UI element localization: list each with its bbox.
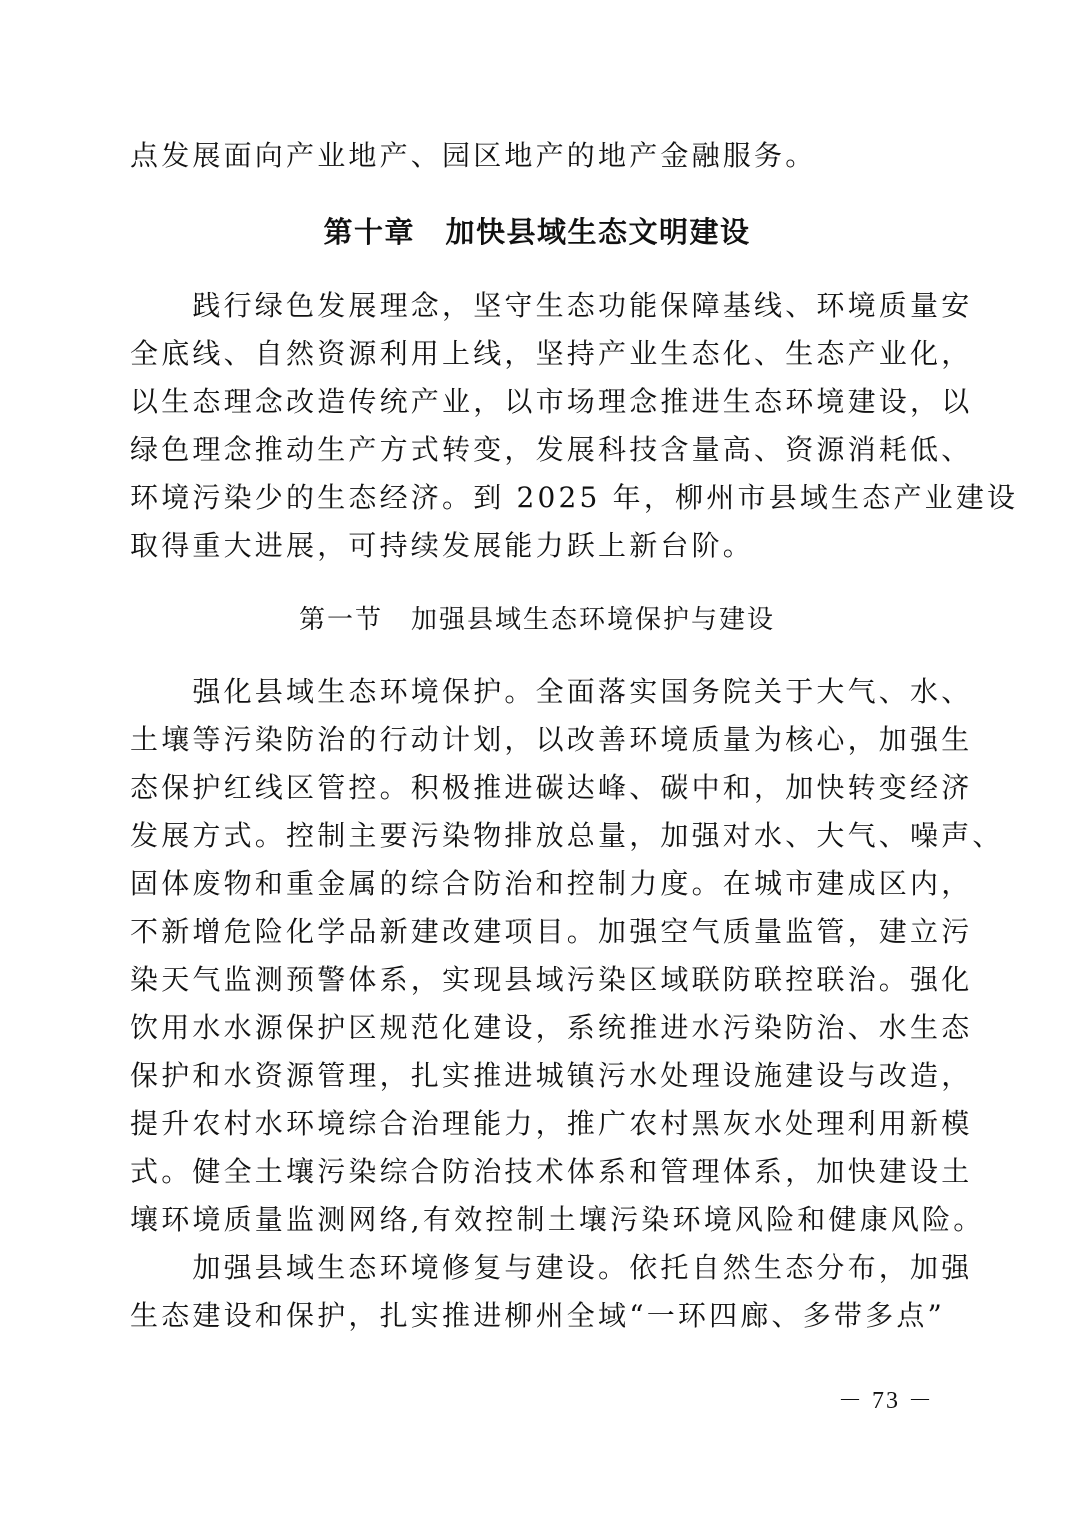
paragraph-line: 染天气监测预警体系，实现县域污染区域联防联控联治。强化 [130, 963, 973, 996]
body-paragraph-1 [130, 668, 1004, 1244]
paragraph-line: 式。健全土壤污染综合防治技术体系和管理体系，加快建设土 [130, 1155, 973, 1188]
paragraph-line: 全底线、自然资源利用上线，坚持产业生态化、生态产业化， [130, 337, 973, 370]
opening-paragraph [130, 132, 944, 180]
page-number: － 73 － [838, 1388, 934, 1414]
chapter-title: 第十章 加快县域生态文明建设 [323, 215, 751, 249]
paragraph-line: 环境污染少的生态经济。到 2025 年，柳州市县域生态产业建设 [130, 481, 1019, 514]
paragraph-line: 生态建设和保护，扎实推进柳州全域“一环四廊、多带多点” [130, 1299, 946, 1332]
paragraph-line: 强化县域生态环境保护。全面落实国务院关于大气、水、 [130, 675, 973, 708]
body-paragraph-2 [130, 1244, 973, 1340]
intro-paragraph [130, 282, 1019, 570]
paragraph-line: 态保护红线区管控。积极推进碳达峰、碳中和，加快转变经济 [130, 771, 973, 804]
paragraph-line: 点发展面向产业地产、园区地产的地产金融服务。 [130, 139, 817, 172]
paragraph-line: 不新增危险化学品新建改建项目。加强空气质量监管，建立污 [130, 915, 973, 948]
paragraph-line: 壤环境质量监测网络,有效控制土壤污染环境风险和健康风险。 [130, 1203, 985, 1236]
paragraph-line: 发展方式。控制主要污染物排放总量，加强对水、大气、噪声、 [130, 819, 1004, 852]
paragraph-line: 土壤等污染防治的行动计划，以改善环境质量为核心，加强生 [130, 723, 973, 756]
paragraph-line: 践行绿色发展理念，坚守生态功能保障基线、环境质量安 [130, 289, 973, 322]
paragraph-line: 提升农村水环境综合治理能力，推广农村黑灰水处理利用新模 [130, 1107, 973, 1140]
paragraph-line: 加强县域生态环境修复与建设。依托自然生态分布，加强 [130, 1251, 973, 1284]
paragraph-line: 饮用水水源保护区规范化建设，系统推进水污染防治、水生态 [130, 1011, 973, 1044]
paragraph-line: 绿色理念推动生产方式转变，发展科技含量高、资源消耗低、 [130, 433, 973, 466]
paragraph-line: 固体废物和重金属的综合防治和控制力度。在城市建成区内， [130, 867, 973, 900]
section-title: 第一节 加强县域生态环境保护与建设 [298, 605, 775, 635]
paragraph-line: 以生态理念改造传统产业，以市场理念推进生态环境建设，以 [130, 385, 973, 418]
paragraph-line: 取得重大进展，可持续发展能力跃上新台阶。 [130, 529, 755, 562]
paragraph-line: 保护和水资源管理，扎实推进城镇污水处理设施建设与改造， [130, 1059, 973, 1092]
